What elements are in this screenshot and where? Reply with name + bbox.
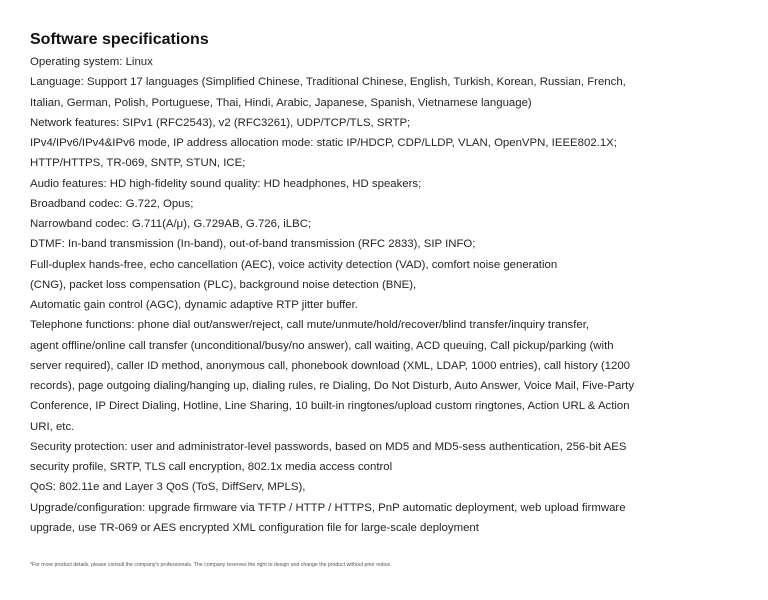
spec-line: Conference, IP Direct Dialing, Hotline, Line Sharing, 10 built-in ringtones/upload custom ringtones, Action URL & Action <box>30 400 630 413</box>
spec-line: server required), caller ID method, anonymous call, phonebook download (XML, LDAP, 1000 entries), call history (1200 <box>30 359 631 372</box>
spec-line: HTTP/HTTPS, TR-069, SNTP, STUN, ICE; <box>30 157 246 170</box>
spec-line: Network features: SIPv1 (RFC2543), v2 (RFC3261), UDP/TCP/TLS, SRTP; <box>30 116 411 129</box>
spec-line: URI, etc. <box>30 420 75 433</box>
spec-line: Security protection: user and administrator-level passwords, based on MD5 and MD5-sess authentication, 256-bit AES <box>30 440 627 453</box>
spec-line: upgrade, use TR-069 or AES encrypted XML configuration file for large-scale deployment <box>30 521 479 534</box>
spec-section <box>30 30 742 538</box>
spec-line: QoS: 802.11e and Layer 3 QoS (ToS, DiffServ, MPLS), <box>30 481 306 494</box>
spec-line: Italian, German, Polish, Portuguese, Thai, Hindi, Arabic, Japanese, Spanish, Vietnamese language) <box>30 96 532 109</box>
spec-line: Telephone functions: phone dial out/answer/reject, call mute/unmute/hold/recover/blind transfer/inquiry transfer, <box>30 319 590 332</box>
section-title: Software specifications <box>30 31 209 48</box>
spec-line: Audio features: HD high-fidelity sound quality: HD headphones, HD speakers; <box>30 177 422 190</box>
spec-line: (CNG), packet loss compensation (PLC), background noise detection (BNE), <box>30 278 417 291</box>
spec-line: records), page outgoing dialing/hanging up, dialing rules, re Dialing, Do Not Disturb, Auto Answer, Voice Mail, Five-Party <box>30 380 635 392</box>
spec-line: Full-duplex hands-free, echo cancellation (AEC), voice activity detection (VAD), comfort noise generation <box>30 258 558 271</box>
spec-line: IPv4/IPv6/IPv4&IPv6 mode, IP address allocation mode: static IP/HDCP, CDP/LLDP, VLAN, OpenVPN, IEEE802.1X; <box>30 137 617 149</box>
spec-lines <box>30 52 742 538</box>
spec-line: Language: Support 17 languages (Simplified Chinese, Traditional Chinese, English, Turkish, Korean, Russian, French, <box>30 76 626 89</box>
spec-line: DTMF: In-band transmission (In-band), out-of-band transmission (RFC 2833), SIP INFO; <box>30 238 476 251</box>
spec-line: Upgrade/configuration: upgrade firmware via TFTP / HTTP / HTTPS, PnP automatic deployment, web upload firmware <box>30 501 626 514</box>
footnote: *For more product details, please consult the company's professionals. The company reserves the right to design and change the product without prior notice. <box>30 562 392 568</box>
spec-line: Operating system: Linux <box>30 56 153 68</box>
spec-line: Narrowband codec: G.711(A/μ), G.729AB, G.726, iLBC; <box>30 218 312 230</box>
spec-line: security profile, SRTP, TLS call encryption, 802.1x media access control <box>30 461 393 473</box>
spec-line: Broadband codec: G.722, Opus; <box>30 197 194 210</box>
spec-line: agent offline/online call transfer (unconditional/busy/no answer), call waiting, ACD queuing, Call pickup/parking (with <box>30 339 614 352</box>
spec-line: Automatic gain control (AGC), dynamic adaptive RTP jitter buffer. <box>30 299 358 311</box>
